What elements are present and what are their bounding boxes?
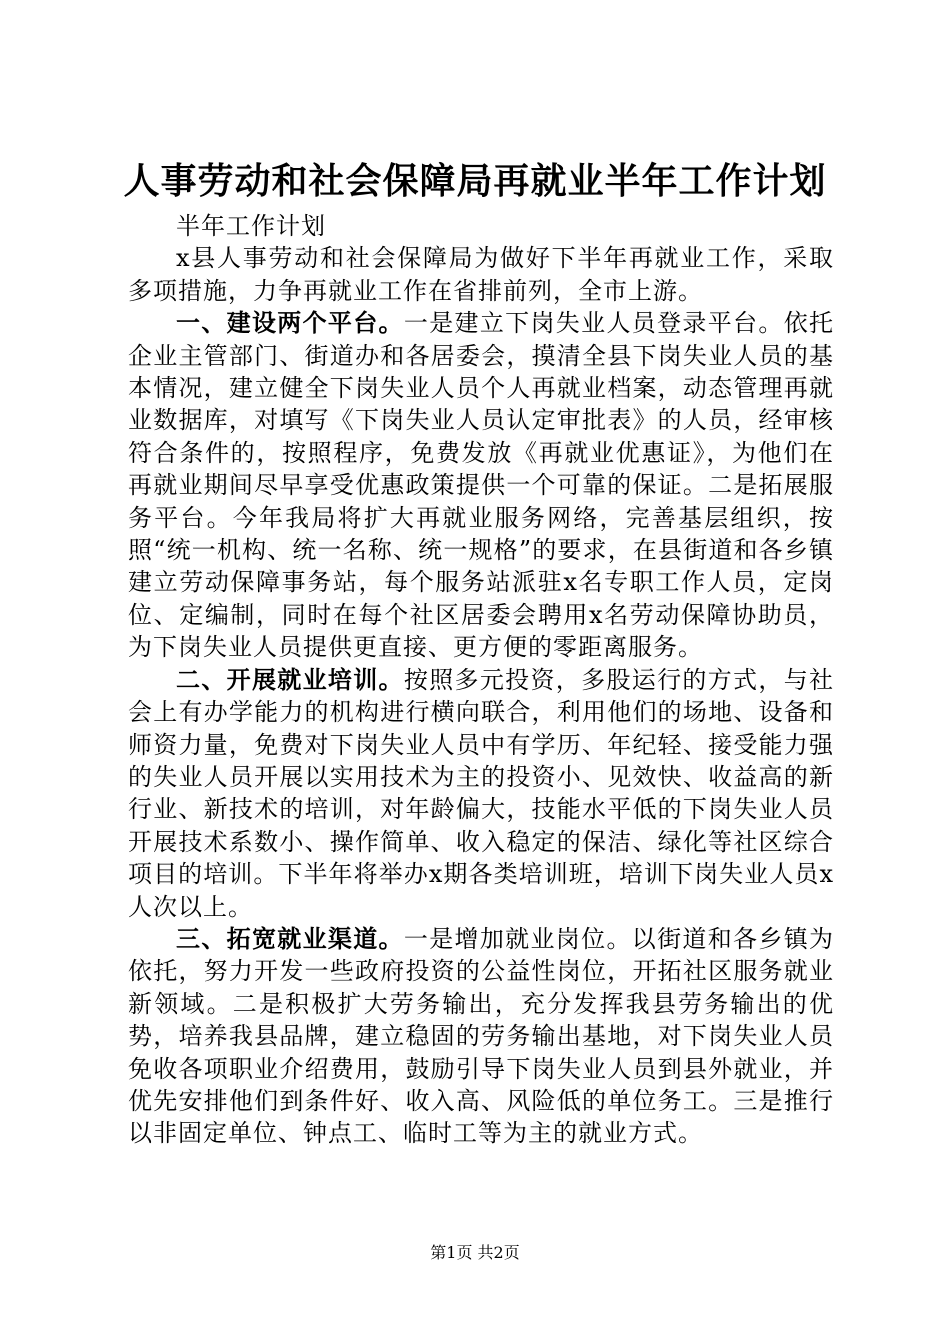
intro-paragraph: x县人事劳动和社会保障局为做好下半年再就业工作，采取多项措施，力争再就业工作在省排前列，全市上游。 [128,244,834,305]
document-title: 人事劳动和社会保障局再就业半年工作计划 [123,160,827,202]
section-paragraph-3 [128,923,834,1150]
section-heading-1: 一、建设两个平台。 [176,308,404,338]
document-subtitle: 半年工作计划 [176,212,326,240]
section-heading-3: 三、拓宽就业渠道。 [176,923,404,953]
section-text-1: 一是建立下岗失业人员登录平台。依托企业主管部门、街道办和各居委会，摸清全县下岗失业人员的基本情况，建立健全下岗失业人员个人再就业档案，动态管理再就业数据库，对填写《下岗失业人员认定审批表》的人员，经审核符合条件的，按照程序，免费发放《再就业优惠证》，为他们在再就业期间尽早享受优惠政策提供一个可靠的保证。二是拓展服务平台。今年我局将扩大再就业服务网络，完善基层组织，按照“统一机构、统一名称、统一规格”的要求，在县街道和各乡镇建立劳动保障事务站，每个服务站派驻x名专职工作人员，定岗位、定编制，同时在每个社区居委会聘用x名劳动保障协助员，为下岗失业人员提供更直接、更方便的零距离服务。 [128,309,835,662]
section-text-2: 按照多元投资，多股运行的方式，与社会上有办学能力的机构进行横向联合，利用他们的场地、设备和师资力量，免费对下岗失业人员中有学历、年纪轻、接受能力强的失业人员开展以实用技术为主的投资小、见效快、收益高的新行业、新技术的培训，对年龄偏大，技能水平低的下岗失业人员开展技术系数小、操作简单、收入稳定的保洁、绿化等社区综合项目的培训。下半年将举办x期各类培训班，培训下岗失业人员x人次以上。 [128,665,835,921]
section-text-3: 一是增加就业岗位。以街道和各乡镇为依托，努力开发一些政府投资的公益性岗位，开拓社区服务就业新领域。二是积极扩大劳务输出，充分发挥我县劳务输出的优势，培养我县品牌，建立稳固的劳务输出基地，对下岗失业人员免收各项职业介绍费用，鼓励引导下岗失业人员到县外就业，并优先安排他们到条件好、收入高、风险低的单位务工。三是推行以非固定单位、钟点工、临时工等为主的就业方式。 [128,924,835,1148]
document-body [128,210,834,1150]
section-heading-2: 二、开展就业培训。 [176,664,404,694]
section-paragraph-2 [128,664,834,923]
section-paragraph-1 [128,307,834,663]
page-number-footer: 第1页 共2页 [430,1243,520,1262]
